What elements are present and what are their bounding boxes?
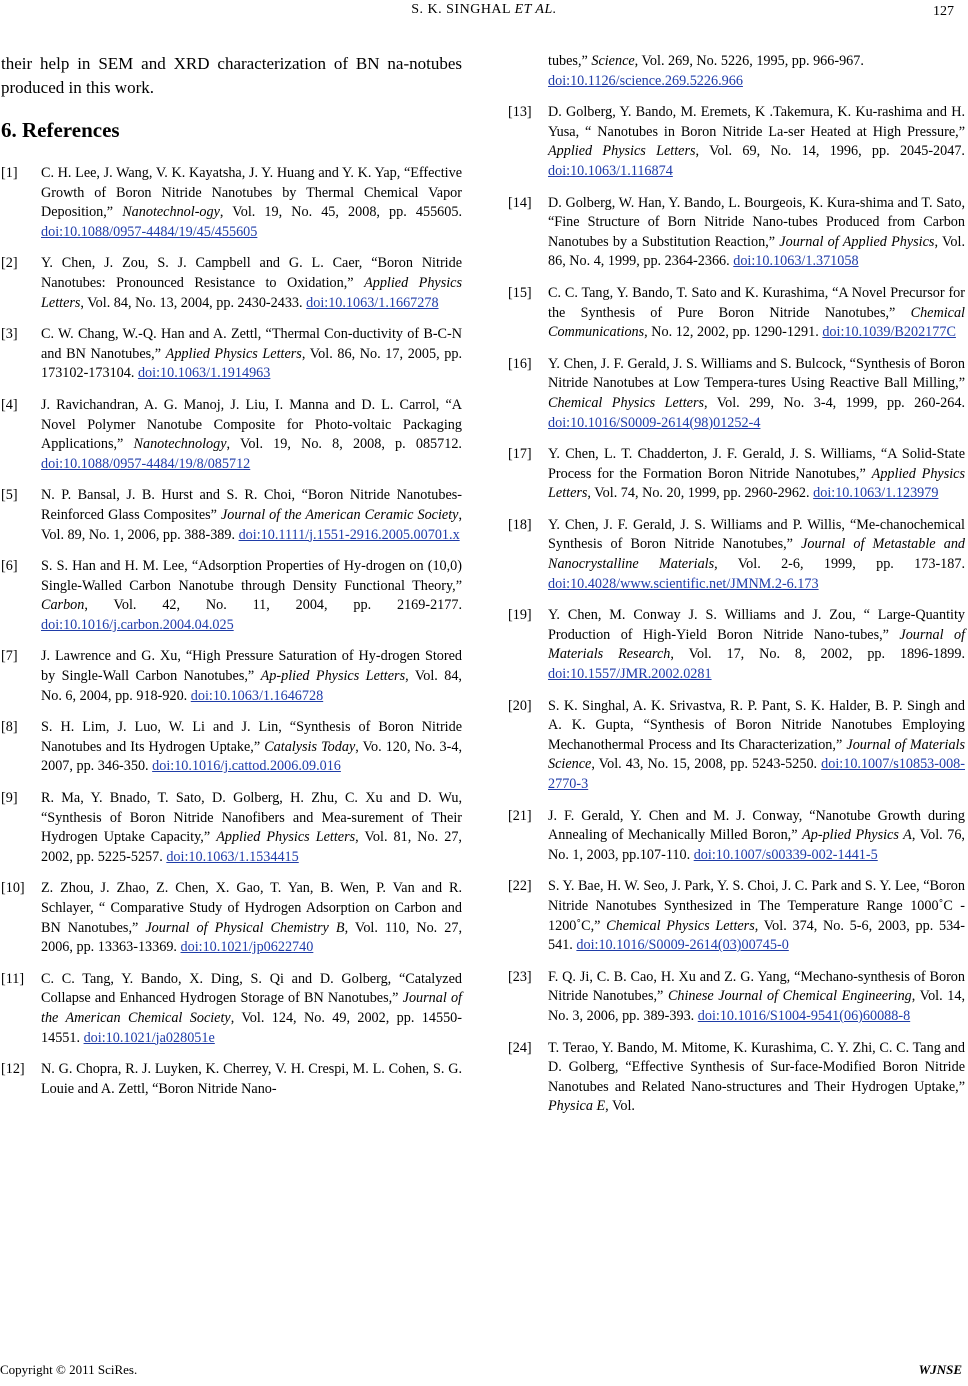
ref-journal: Journal of Metastable and Nanocrystalline Materials	[548, 536, 966, 573]
reference-item	[1, 879, 462, 957]
ref-text: Z. Zhou, J. Zhao, Z. Chen, X. Gao, T. Yan, B. Wen, P. Van and R. Schlayer, “ Comparative Study of Hydrogen Adsorption on Carbon and BN Nanotubes,”	[41, 880, 462, 936]
ref-journal: Science	[591, 53, 635, 69]
doi-link[interactable]: doi:10.1088/0957-4484/19/8/085712	[41, 455, 251, 472]
ref-text: Y. Chen, J. F. Gerald, J. S. Williams and P. Willis, “Me-chanochemical Synthesis of Boron Nitride Nanotubes,”	[548, 516, 965, 553]
reference-text	[41, 647, 462, 706]
ref-text: N. G. Chopra, R. J. Luyken, K. Cherrey, V. H. Crespi, M. L. Cohen, S. G. Louie and A. Zettl, “Boron Nitride Nano-	[41, 1061, 462, 1097]
section-title: 6. References	[1, 118, 120, 142]
ref-journal: Journal of Materials Science	[548, 736, 965, 773]
doi-link[interactable]: doi:10.1021/jp0622740	[180, 939, 314, 956]
reference-item	[1, 647, 462, 706]
reference-number: [6]	[1, 558, 18, 575]
doi-link[interactable]: doi:10.1016/S0009-2614(03)00745-0	[576, 937, 789, 954]
ref-text: , No. 12, 2002, pp. 1290-1291.	[644, 324, 823, 341]
reference-text	[548, 103, 965, 181]
left-column	[1, 52, 462, 1111]
reference-number: [1]	[1, 165, 18, 181]
reference-item	[508, 355, 965, 433]
doi-link[interactable]: doi:10.1021/ja028051e	[83, 1029, 215, 1046]
reference-number: [4]	[1, 396, 18, 413]
right-column	[508, 52, 965, 1129]
reference-text	[548, 968, 965, 1027]
reference-text	[41, 970, 462, 1048]
ref-text: , Vol. 299, No. 3-4, 1999, pp. 260-264.	[704, 394, 966, 411]
reference-text	[41, 164, 462, 242]
reference-text	[548, 284, 965, 343]
reference-number: [11]	[1, 970, 25, 987]
reference-number: [13]	[508, 104, 532, 121]
reference-number: [17]	[508, 446, 532, 463]
doi-link[interactable]: doi:10.1063/1.116874	[548, 162, 673, 179]
reference-item	[508, 697, 965, 795]
reference-number: [7]	[1, 648, 18, 665]
reference-number: [18]	[508, 516, 532, 533]
ref-text: S. Y. Bae, H. W. Seo, J. Park, Y. S. Choi, J. C. Park and S. Y. Lee, “Boron Nitride Nanotubes Synthesized in The Temperature Range 1000˚C - 1200˚C,”	[548, 878, 965, 934]
doi-link[interactable]: doi:10.1016/S0009-2614(98)01252-4	[548, 414, 761, 431]
doi-link[interactable]: doi:10.1063/1.1667278	[306, 294, 439, 311]
ref-journal: Catalysis Today	[264, 738, 356, 755]
ref-journal: Journal of Physical Chemistry B	[145, 919, 345, 936]
ref-text: , Vol. 89, No. 1, 2006, pp. 388-389.	[41, 506, 462, 543]
reference-text	[41, 254, 462, 313]
ref-journal: Applied Physics Letters	[165, 345, 302, 362]
ref-journal: Chemical Physics Letters	[548, 394, 704, 411]
reference-item	[1, 970, 462, 1048]
reference-text	[548, 877, 965, 955]
doi-link[interactable]: doi:10.1039/B202177C	[822, 324, 956, 341]
ref-text: S. S. Han and H. M. Lee, “Adsorption Properties of Hy-drogen on (10,0) Single-Walled Carbon Nanotube through Density Functional Theory,”	[41, 558, 462, 594]
ref-text: , Vol. 74, No. 20, 1999, pp. 2960-2962.	[587, 485, 814, 502]
reference-text	[548, 516, 965, 594]
ref-text: tubes,”	[548, 53, 592, 69]
doi-link[interactable]: doi:10.1088/0957-4484/19/45/455605	[41, 223, 258, 240]
ref-journal: Nanotechnol-ogy	[122, 204, 220, 221]
reference-text	[41, 486, 462, 545]
ref-journal: Physica E	[548, 1098, 606, 1115]
ref-text: R. Ma, Y. Bnado, T. Sato, D. Golberg, H. Zhu, C. Xu and D. Wu, “Synthesis of Boron Nitride Nanofibers and Mea-surement of Their Hydrogen Uptake Capacity,”	[41, 790, 462, 846]
reference-number: [19]	[508, 607, 532, 624]
reference-item	[508, 445, 965, 504]
ref-text: N. P. Bansal, J. B. Hurst and S. R. Choi, “Boron Nitride Nanotubes-Reinforced Glass Composites”	[41, 487, 462, 523]
reference-text	[548, 606, 965, 684]
ref-text: , Vol. 124, No. 49, 2002, pp. 14550-14551.	[41, 1009, 462, 1046]
reference-item	[1, 486, 462, 545]
reference-item	[508, 807, 965, 866]
ref-text: , Vol. 374, No. 5-6, 2003, pp. 534-541.	[548, 917, 965, 954]
ref-text: , Vol. 81, No. 27, 2002, pp. 5225-5257.	[41, 829, 462, 865]
ref-text: , Vol. 110, No. 27, 2006, pp. 13363-13369.	[41, 919, 463, 956]
reference-number: [5]	[1, 487, 18, 504]
reference-item	[1, 718, 462, 777]
ref-text: J. Ravichandran, A. G. Manoj, J. Liu, I. Manna and D. L. Carrol, “A Novel Polymer Nanotube Composite for Photo-voltaic Packaging Applications,”	[41, 396, 462, 453]
reference-item	[508, 968, 965, 1027]
doi-link[interactable]: doi:10.1063/1.1914963	[137, 365, 271, 382]
reference-number: [15]	[508, 284, 532, 301]
ref-journal: Applied Physics Letters	[548, 143, 696, 160]
doi-link[interactable]: doi:10.1063/1.1534415	[166, 848, 299, 865]
reference-item	[508, 194, 965, 272]
page-number: 127	[933, 4, 954, 19]
doi-link[interactable]: doi:10.1111/j.1551-2916.2005.00701.x	[238, 526, 460, 543]
ref-text: , Vol. 69, No. 14, 1996, pp. 2045-2047.	[695, 143, 965, 160]
ref-text: , Vol. 76, No. 1, 2003, pp.107-110.	[548, 827, 965, 863]
doi-link[interactable]: doi:10.1016/j.carbon.2004.04.025	[41, 616, 234, 633]
ref-journal: Journal of Materials Research	[548, 626, 966, 663]
doi-link[interactable]: doi:10.1063/1.123979	[813, 485, 939, 502]
reference-number: [9]	[1, 790, 18, 807]
reference-item	[1, 557, 462, 635]
ref-text: F. Q. Ji, C. B. Cao, H. Xu and Z. G. Yang, “Mechano-synthesis of Boron Nitride Nanotubes,”	[548, 968, 965, 1005]
reference-item	[1, 396, 462, 474]
reference-text	[41, 557, 462, 635]
ref-text: Y. Chen, J. F. Gerald, J. S. Williams and S. Bulcock, “Synthesis of Boron Nitride Nanotubes at Low Tempera-tures Using Reactive Ball Milling,”	[548, 355, 965, 392]
ref-text: , Vol. 84, No. 13, 2004, pp. 2430-2433.	[80, 294, 307, 311]
ref-journal: Applied Physics Letters	[41, 274, 463, 311]
reference-text	[548, 355, 965, 433]
intro-paragraph: their help in SEM and XRD characterization of BN na-notubes produced in this work.	[1, 54, 462, 97]
doi-link[interactable]: doi:10.1557/JMR.2002.0281	[548, 666, 712, 683]
ref-text: J. F. Gerald, Y. Chen and M. J. Conway, “Nanotube Growth during Annealing of Mechanically Milled Boron,”	[548, 807, 965, 844]
ref-journal: Nanotechnology	[133, 436, 227, 453]
reference-text	[41, 325, 462, 384]
reference-text	[548, 1039, 965, 1117]
reference-item	[1, 254, 462, 313]
ref-text: Y. Chen, M. Conway J. S. Williams and J. Zou, “ Large-Quantity Production of High-Yield Boron Nitride Nano-tubes,”	[548, 607, 965, 643]
running-head-etal: ET AL.	[514, 2, 557, 17]
ref-text: C. C. Tang, Y. Bando, T. Sato and K. Kurashima, “A Novel Precursor for the Synthesis of Pure Boron Nitride Nanotubes,”	[548, 284, 965, 321]
doi-link[interactable]: doi:10.1007/s00339-002-1441-5	[693, 846, 878, 863]
reference-number: [23]	[508, 968, 532, 985]
ref-journal: Chinese Journal of Chemical Engineering	[667, 988, 912, 1005]
reference-number: [8]	[1, 719, 18, 736]
ref-text: D. Golberg, W. Han, Y. Bando, L. Bourgeois, K. Kura-shima and T. Sato, “Fine Structure of Born Nitride Nano-tubes Produced from Carbon Nanotubes by a Substitution Reaction,”	[548, 194, 965, 250]
reference-item	[508, 1039, 965, 1117]
ref-text: D. Golberg, Y. Bando, M. Eremets, K .Takemura, K. Ku-rashima and H. Yusa, “ Nanotubes in Boron Nitride La-ser Heated at High Pressure,”	[548, 104, 965, 140]
doi-link[interactable]: doi:10.4028/www.scientific.net/JMNM.2-6.173	[548, 575, 819, 592]
running-head-author: S. K. SINGHAL	[411, 2, 511, 17]
ref-journal: Journal of the American Ceramic Society	[221, 506, 459, 523]
ref-journal: Journal of the American Chemical Society	[41, 990, 462, 1026]
ref-text: S. K. Singhal, A. K. Srivastva, R. P. Pant, S. K. Halder, B. P. Singh and A. K. Gupta, “Synthesis of Boron Nitride Nanotubes Employing Mechanothermal Process and Its Characterization,”	[548, 697, 965, 753]
reference-item	[508, 516, 965, 594]
reference-list-right	[508, 103, 965, 1117]
reference-text	[548, 445, 965, 504]
reference-12-continuation	[548, 52, 965, 91]
ref-journal: Applied Physics Letters	[548, 465, 965, 502]
reference-item	[1, 325, 462, 384]
ref-journal: Ap-plied Physics A	[802, 827, 912, 844]
reference-text	[41, 718, 462, 777]
reference-number: [21]	[508, 807, 532, 824]
ref-text: , Vol. 84, No. 6, 2004, pp. 918-920.	[41, 668, 462, 704]
running-head	[0, 2, 968, 18]
ref-journal: Carbon	[41, 597, 85, 614]
ref-text: , Vol.	[605, 1098, 635, 1115]
reference-number: [20]	[508, 697, 532, 714]
reference-item	[508, 606, 965, 684]
ref-text: , Vol. 19, No. 45, 2008, pp. 455605.	[219, 204, 462, 221]
doi-link[interactable]: doi:10.1016/j.cattod.2006.09.016	[152, 758, 341, 775]
reference-number: [22]	[508, 878, 532, 895]
ref-text: , Vol. 86, No. 4, 1999, pp. 2364-2366.	[548, 233, 965, 270]
reference-text	[41, 789, 462, 867]
ref-text: , Vol. 17, No. 8, 2002, pp. 1896-1899.	[670, 646, 965, 663]
reference-item	[508, 877, 965, 955]
reference-item	[1, 164, 462, 242]
doi-link[interactable]: doi:10.1063/1.371058	[733, 253, 859, 270]
footer-copyright: Copyright © 2011 SciRes.	[0, 1362, 138, 1377]
doi-link[interactable]: doi:10.1007/s10853-008-2770-3	[548, 756, 965, 792]
ref-text: J. Lawrence and G. Xu, “High Pressure Saturation of Hy-drogen Stored by Single-Wall Carbon Nanotubes,”	[41, 648, 462, 685]
ref-journal: Applied Physics Letters	[216, 829, 356, 846]
reference-number: [10]	[1, 880, 25, 897]
doi-link[interactable]: doi:10.1016/S1004-9541(06)60088-8	[697, 1007, 911, 1024]
ref-journal: Chemical Communications	[548, 304, 965, 341]
footer-journal: WJNSE	[918, 1362, 962, 1377]
ref-text: S. H. Lim, J. Luo, W. Li and J. Lin, “Synthesis of Boron Nitride Nanotubes and Its Hydrogen Uptake,”	[41, 719, 462, 755]
reference-number: [3]	[1, 326, 18, 343]
ref-text: C. W. Chang, W.-Q. Han and A. Zettl, “Thermal Con-ductivity of B-C-N and BN Nanotubes,”	[41, 326, 462, 362]
ref-text: , Vol. 269, No. 5226, 1995, pp. 966-967.	[634, 53, 864, 69]
ref-text: Y. Chen, L. T. Chadderton, J. F. Gerald, J. S. Williams, “A Solid-State Process for the Formation Boron Nitride Nanotubes,”	[548, 446, 965, 482]
ref-text: Y. Chen, J. Zou, S. J. Campbell and G. L. Caer, “Boron Nitride Nanotubes: Pronounced Resistance to Oxidation,”	[41, 255, 462, 291]
reference-item	[508, 103, 965, 181]
reference-text	[548, 194, 965, 272]
ref-text: T. Terao, Y. Bando, M. Mitome, K. Kurashima, C. Y. Zhi, C. C. Tang and D. Golberg, “Effective Synthesis of Sur-face-Modified Boron Nitride Nanotubes and Related Nano-structures and Their Hydrogen Uptake,”	[548, 1039, 965, 1095]
reference-text	[41, 396, 462, 474]
ref-text: C. H. Lee, J. Wang, V. K. Kayatsha, J. Y. Huang and Y. K. Yap, “Effective Growth of Boron Nitride Nanotubes by Thermal Chemical Vapor Deposition,”	[41, 165, 462, 221]
reference-number: [12]	[1, 1061, 25, 1078]
reference-number: [14]	[508, 194, 532, 211]
reference-number: [2]	[1, 255, 18, 272]
ref-text: , Vol. 19, No. 8, 2008, p. 085712.	[226, 436, 462, 453]
ref-journal: Chemical Physics Letters	[606, 917, 755, 934]
ref-text: , Vo. 120, No. 3-4, 2007, pp. 346-350.	[41, 738, 463, 775]
reference-list-left	[1, 164, 462, 1099]
doi-link[interactable]: doi:10.1063/1.1646728	[190, 687, 324, 704]
reference-text	[41, 879, 462, 957]
reference-item	[1, 789, 462, 867]
reference-item	[1, 1060, 462, 1099]
reference-text	[41, 1060, 462, 1099]
ref-text: , Vol. 42, No. 11, 2004, pp. 2169-2177.	[84, 597, 462, 614]
reference-text	[548, 697, 965, 795]
ref-text: C. C. Tang, Y. Bando, X. Ding, S. Qi and D. Golberg, “Catalyzed Collapse and Enhanced Hydrogen Storage of BN Nanotubes,”	[41, 970, 462, 1007]
ref-text: , Vol. 86, No. 17, 2005, pp. 173102-173104.	[41, 345, 462, 382]
reference-number: [16]	[508, 355, 532, 372]
ref-journal: Journal of Applied Physics	[779, 233, 935, 250]
doi-link[interactable]: doi:10.1126/science.269.5226.966	[548, 72, 743, 89]
ref-text: , Vol. 2-6, 1999, pp. 173-187.	[714, 556, 965, 573]
reference-number: [24]	[508, 1039, 532, 1056]
ref-journal: Ap-plied Physics Letters	[260, 668, 406, 685]
reference-item	[508, 284, 965, 343]
reference-text	[548, 807, 965, 866]
ref-text: , Vol. 14, No. 3, 2006, pp. 389-393.	[548, 988, 966, 1024]
ref-text: , Vol. 43, No. 15, 2008, pp. 5243-5250.	[591, 756, 822, 773]
